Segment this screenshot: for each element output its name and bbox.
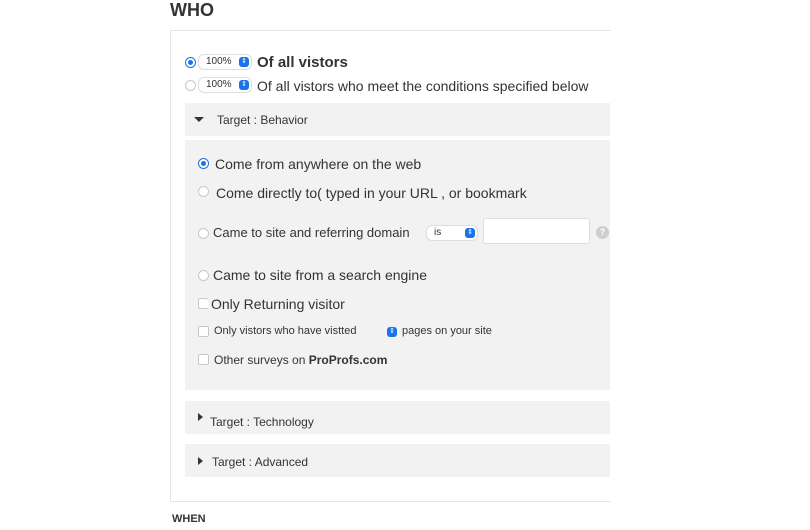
other-surveys-label <box>214 353 387 367</box>
other-surveys-brand: ProProfs.com <box>308 353 388 367</box>
visited-pages-suffix: pages on your site <box>402 325 492 337</box>
advanced-section-title: Target : Advanced <box>212 455 309 469</box>
audience-all-label: Of all vistors <box>257 54 348 71</box>
audience-conditional-percent-value: 100% <box>206 79 232 90</box>
behavior-section-title: Target : Behavior <box>217 113 308 127</box>
caret-down-icon <box>194 117 204 122</box>
who-title: WHO <box>170 0 214 20</box>
technology-section-title: Target : Technology <box>210 415 314 429</box>
behavior-search-engine-radio[interactable] <box>198 270 209 281</box>
domain-operator-value: is <box>434 227 442 238</box>
behavior-search-engine-label: Came to site from a search engine <box>213 267 427 283</box>
behavior-referring-label: Came to site and referring domain <box>213 225 410 240</box>
other-surveys-checkbox[interactable] <box>198 354 209 365</box>
audience-all-percent-select[interactable] <box>198 54 252 70</box>
when-title: WHEN <box>172 513 206 525</box>
audience-conditional-radio[interactable] <box>185 80 196 91</box>
returning-visitor-checkbox[interactable] <box>198 298 208 309</box>
visited-pages-prefix: Only vistors who have vistted <box>214 325 357 337</box>
select-arrow-icon: ⇕ <box>239 57 249 67</box>
caret-right-icon <box>198 457 203 465</box>
behavior-anywhere-label: Come from anywhere on the web <box>215 156 422 172</box>
behavior-direct-label: Come directly to( typed in your URL , or bookmark <box>216 185 527 201</box>
behavior-direct-radio[interactable] <box>198 186 209 197</box>
audience-conditional-percent-select[interactable] <box>198 77 252 93</box>
select-arrow-icon: ⇕ <box>465 228 475 238</box>
other-surveys-prefix: Other surveys on <box>214 353 309 367</box>
domain-operator-select[interactable] <box>426 225 478 241</box>
audience-conditional-label: Of all vistors who meet the conditions specified below <box>257 78 589 94</box>
referring-domain-input[interactable] <box>483 218 590 244</box>
behavior-referring-radio[interactable] <box>198 228 209 239</box>
visited-pages-checkbox[interactable] <box>198 326 209 337</box>
audience-all-percent-value: 100% <box>206 56 232 67</box>
audience-all-radio[interactable] <box>185 57 196 68</box>
visited-pages-count-select[interactable] <box>370 324 400 340</box>
caret-right-icon <box>198 413 203 421</box>
help-icon[interactable]: ? <box>596 226 609 239</box>
behavior-anywhere-radio[interactable] <box>198 158 209 169</box>
select-arrow-icon: ⇕ <box>239 80 249 90</box>
select-arrow-icon: ⇕ <box>387 327 397 337</box>
returning-visitor-label: Only Returning visitor <box>211 296 345 312</box>
